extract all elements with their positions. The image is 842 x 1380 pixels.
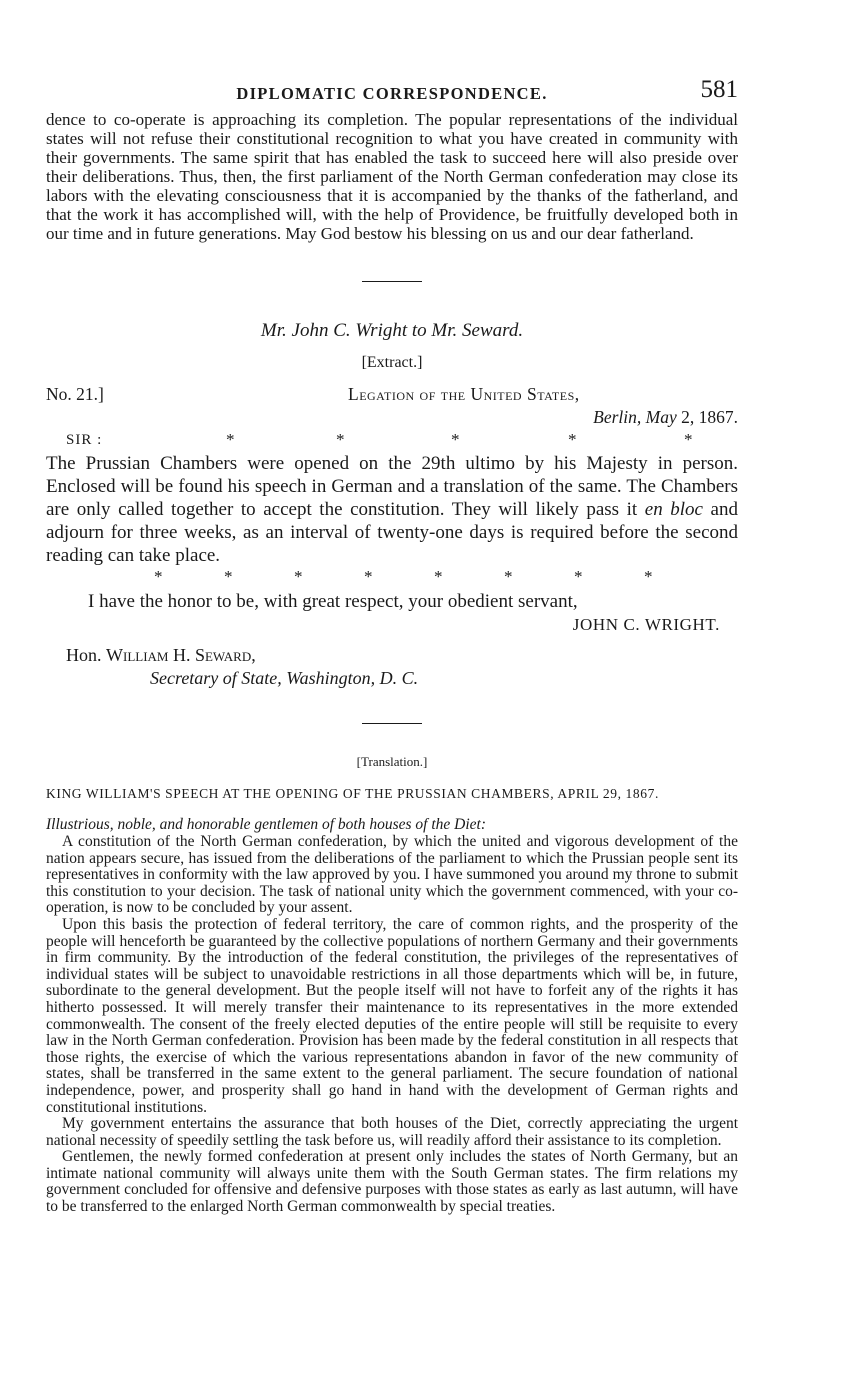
salutation: SIR : bbox=[66, 432, 103, 448]
dispatch-number: No. 21.] bbox=[46, 384, 104, 404]
speech-paragraph: Upon this basis the protection of federal territory, the care of common rights, and the prosperity of the people will henceforth be guaranteed by the collective populations of northern Germany and their governments in firm community. By the introduction of the federal constitution, the privileges of the representatives of individual states will be subject to unavoidable restrictions in all those departments which will be, in future, subordinate to the general development. But the people itself will not have to forfeit any of the rights it has hitherto possessed. It will merely transfer their maintenance to its representatives in the more extended commonwealth. The consent of the freely elected deputies of the entire people will still be requisite to every law in the North German confederation. Provision has been made by the federal constitution in all respects that those rights, the exercise of which the various representations abandon in favor of the new community of states, shall be transferred in the same extent to the general parliament. The secure foundation of national independence, power, and prosperity shall go hand in hand with the development of German rights and constitutional institutions. bbox=[46, 915, 738, 1116]
letter-heading: Mr. John C. Wright to Mr. Seward. bbox=[260, 320, 524, 341]
document-page bbox=[46, 76, 738, 1216]
letter-body-end: and adjourn for three weeks, as an interval of twenty-one days is required before the second reading can take place. bbox=[46, 499, 738, 566]
ellipsis-star: * bbox=[336, 430, 345, 449]
letter-body-start: The Prussian Chambers were opened on the 29th ultimo by his Majesty in person. Enclosed will be found his speech in German and a translation of the same. The Chambers are only called together to accept the constitution. They will likely pass it bbox=[46, 453, 738, 520]
ellipsis-star: * bbox=[294, 567, 303, 586]
speech-body bbox=[46, 834, 738, 1216]
running-title: DIPLOMATIC CORRESPONDENCE. bbox=[236, 84, 548, 103]
speech-address: Illustrious, noble, and honorable gentlemen of both houses of the Diet: bbox=[46, 816, 486, 833]
ellipsis-star: * bbox=[226, 430, 235, 449]
ellipsis-star: * bbox=[644, 567, 653, 586]
letter-body bbox=[46, 452, 738, 567]
section-divider bbox=[362, 281, 422, 282]
ellipsis-star: * bbox=[568, 430, 577, 449]
ellipsis-star: * bbox=[154, 567, 163, 586]
addressee-prefix: Hon. bbox=[66, 645, 106, 665]
ellipsis-row bbox=[46, 567, 738, 585]
addressee-full-name: William H. Seward, bbox=[106, 645, 256, 665]
speech-title: KING WILLIAM'S SPEECH AT THE OPENING OF THE PRUSSIAN CHAMBERS, APRIL 29, 1867. bbox=[46, 786, 659, 801]
addressee-name bbox=[46, 645, 738, 666]
legation-name: Legation of the United States, bbox=[348, 384, 580, 404]
salutation-row bbox=[46, 430, 738, 452]
ellipsis-star: * bbox=[684, 430, 693, 449]
speech-paragraph: My government entertains the assurance that both houses of the Diet, correctly appreciating the urgent national necessity of speedily settling the task before us, will readily afford their assistance to its completion. bbox=[46, 1115, 738, 1149]
speech-paragraph: Gentlemen, the newly formed confederation at present only includes the states of North Germany, but an intimate national community will always unite them with the South German states. The firm relations my government concluded for offensive and defensive purposes with those states as early as last autumn, will have to be transferred to the enlarged North German commonwealth by special treaties. bbox=[46, 1148, 738, 1216]
place-date-city: Berlin, May bbox=[593, 407, 677, 427]
extract-label: [Extract.] bbox=[361, 354, 423, 371]
page-number: 581 bbox=[700, 76, 738, 103]
letter-closing: I have the honor to be, with great respect, your obedient servant, bbox=[88, 591, 578, 612]
ellipsis-star: * bbox=[434, 567, 443, 586]
letter-signature: JOHN C. WRIGHT. bbox=[572, 615, 720, 634]
ellipsis-star: * bbox=[364, 567, 373, 586]
addressee-title: Secretary of State, Washington, D. C. bbox=[150, 668, 419, 688]
ellipsis-star: * bbox=[574, 567, 583, 586]
translation-label: [Translation.] bbox=[356, 754, 428, 769]
letter-body-italic: en bloc bbox=[644, 499, 703, 520]
section-divider bbox=[362, 723, 422, 724]
running-header bbox=[46, 76, 738, 110]
ellipsis-star: * bbox=[224, 567, 233, 586]
ellipsis-star: * bbox=[504, 567, 513, 586]
intro-paragraph: dence to co-operate is approaching its completion. The popular representations of the individual states will not refuse their constitutional recognition to what you have created in community with their governments. The same spirit that has enabled the task to succeed here will also preside over their deliberations. Thus, then, the first parliament of the North German confederation may close its labors with the elevating consciousness that it is accompanied by the thanks of the fatherland, and that the work it has accomplished will, with the help of Providence, be fruitfully developed both in our time and in future generations. May God bestow his blessing on us and our dear fatherland. bbox=[46, 110, 738, 243]
place-date bbox=[593, 407, 738, 428]
speech-paragraph: A constitution of the North German confederation, by which the united and vigorous development of the nation appears secure, has issued from the deliberations of the parliament to which the Prussian people sent its representatives in conformity with the law approved by you. I have summoned you around my throne to submit this constitution to your decision. The task of national unity which the government commenced, with your co-operation, is now to be concluded by your assent. bbox=[46, 833, 738, 917]
ellipsis-star: * bbox=[451, 430, 460, 449]
place-date-rest: 2, 1867. bbox=[676, 407, 738, 427]
letter-dateline bbox=[46, 384, 738, 430]
